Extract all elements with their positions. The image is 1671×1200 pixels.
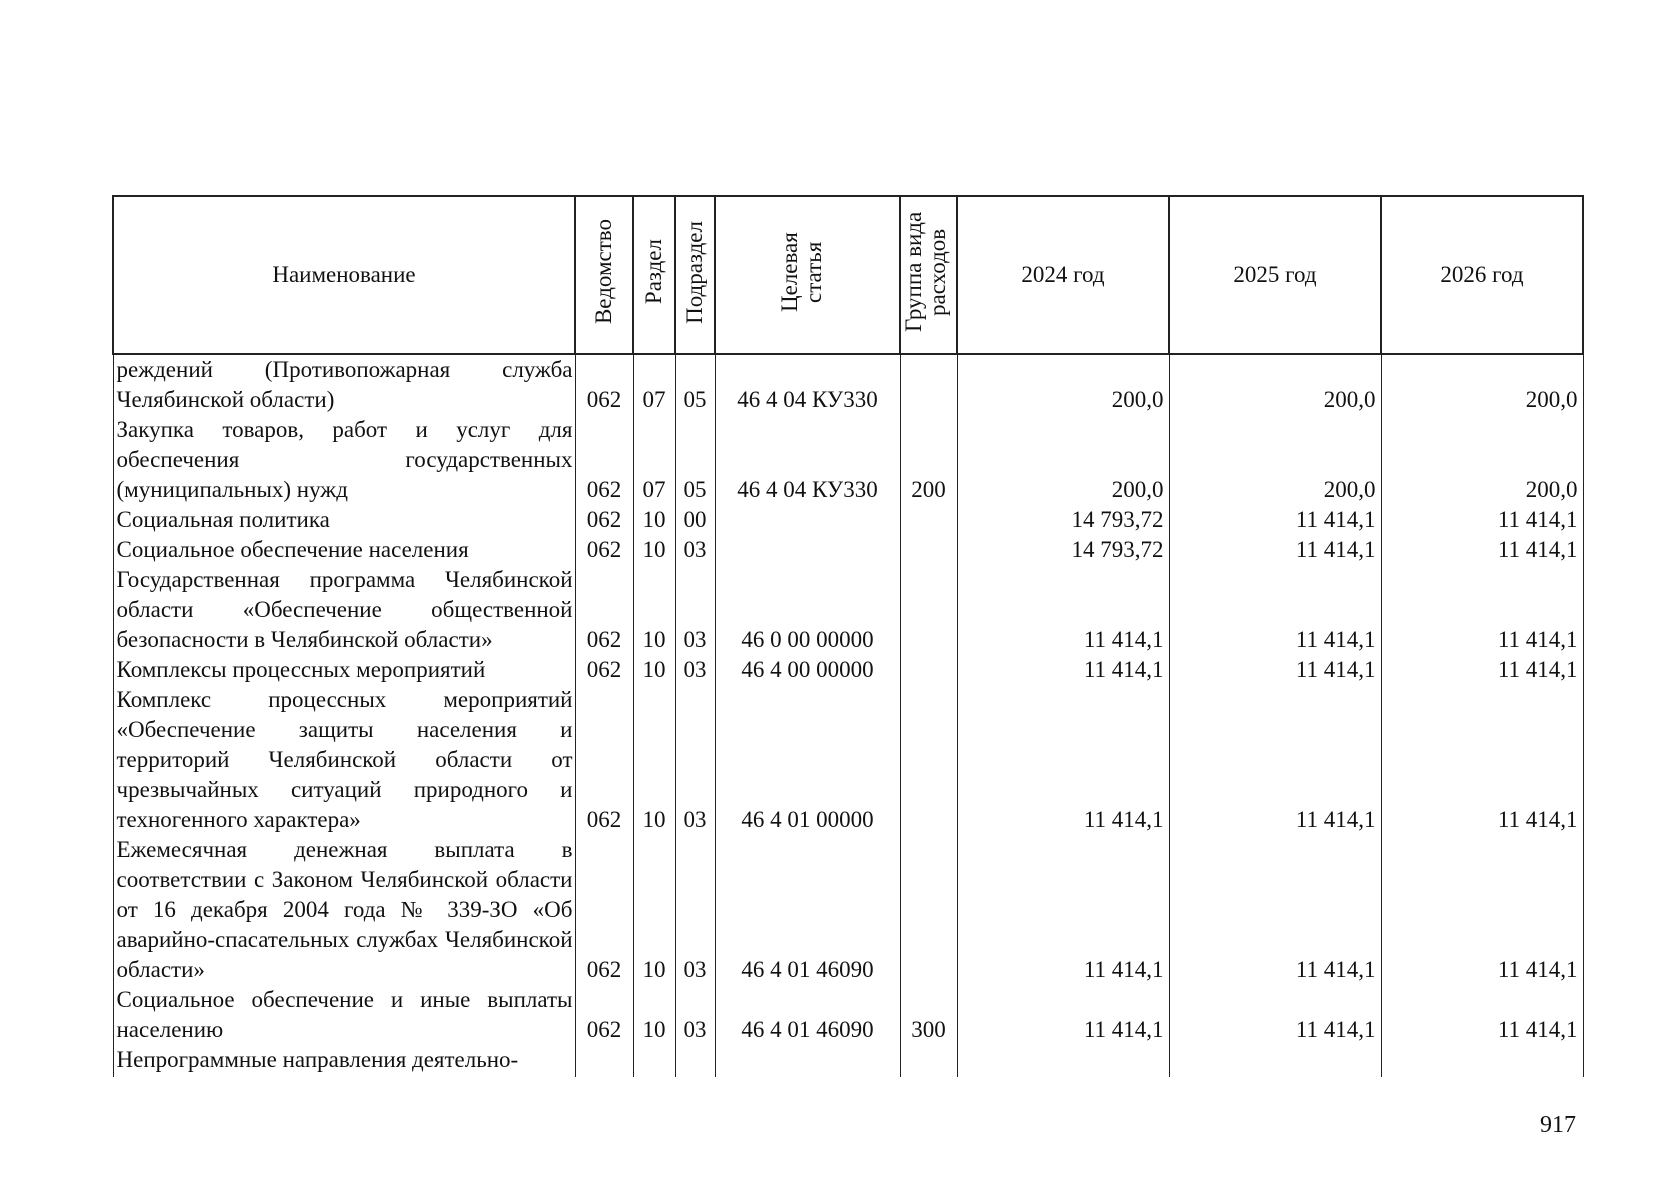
cell-2025 <box>1169 1045 1381 1077</box>
table-row <box>113 685 1583 835</box>
cell-2026: 200,0 <box>1381 415 1583 505</box>
cell-2026: 11 414,1 <box>1381 535 1583 565</box>
cell-razdel: 10 <box>633 985 675 1045</box>
cell-statya: 46 4 01 46090 <box>715 985 900 1045</box>
cell-gruppa <box>900 505 957 535</box>
cell-name: Социальная политика <box>113 505 575 535</box>
header-name <box>113 196 575 354</box>
cell-name: Государственная программа Челябинской области «Обеспечение общественной безопасности в Челябинской области» <box>113 565 575 655</box>
cell-2025: 11 414,1 <box>1169 685 1381 835</box>
cell-2025: 200,0 <box>1169 354 1381 415</box>
table-row <box>113 505 1583 535</box>
cell-podrazdel: 03 <box>675 655 715 685</box>
cell-vedomstvo: 062 <box>575 985 633 1045</box>
cell-name: Непрограммные направления деятельно- <box>113 1045 575 1077</box>
header-vedomstvo-text: Ведомство <box>590 219 616 325</box>
table-row <box>113 415 1583 505</box>
cell-name: Социальное обеспечение и иные выплаты населению <box>113 985 575 1045</box>
cell-razdel: 07 <box>633 415 675 505</box>
table-row <box>113 655 1583 685</box>
header-2025 <box>1169 196 1381 354</box>
header-2024-text: 2024 год <box>1021 262 1105 287</box>
cell-2024: 11 414,1 <box>957 835 1169 985</box>
header-statya <box>715 196 900 354</box>
header-razdel <box>633 196 675 354</box>
cell-podrazdel: 03 <box>675 535 715 565</box>
cell-2026: 11 414,1 <box>1381 505 1583 535</box>
cell-2026: 11 414,1 <box>1381 565 1583 655</box>
cell-2026: 11 414,1 <box>1381 685 1583 835</box>
cell-razdel <box>633 1045 675 1077</box>
cell-podrazdel: 05 <box>675 354 715 415</box>
cell-gruppa <box>900 655 957 685</box>
cell-gruppa <box>900 354 957 415</box>
table-row <box>113 835 1583 985</box>
cell-name: Социальное обеспечение населения <box>113 535 575 565</box>
cell-vedomstvo: 062 <box>575 415 633 505</box>
header-2026-text: 2026 год <box>1440 262 1524 287</box>
cell-razdel: 10 <box>633 565 675 655</box>
cell-2024: 14 793,72 <box>957 505 1169 535</box>
cell-vedomstvo: 062 <box>575 535 633 565</box>
cell-2026 <box>1381 1045 1583 1077</box>
cell-statya <box>715 505 900 535</box>
cell-2025: 11 414,1 <box>1169 505 1381 535</box>
header-statya-text: Целевая статья <box>776 232 826 312</box>
cell-gruppa <box>900 1045 957 1077</box>
cell-razdel: 10 <box>633 685 675 835</box>
cell-podrazdel: 03 <box>675 565 715 655</box>
cell-name: реждений (Противопожарная служба Челябинской области) <box>113 354 575 415</box>
cell-2024: 11 414,1 <box>957 985 1169 1045</box>
cell-2024: 200,0 <box>957 354 1169 415</box>
header-gruppa-text: Группа вида расходов <box>900 211 950 333</box>
cell-statya <box>715 1045 900 1077</box>
page-number: 917 <box>1540 1112 1576 1138</box>
table-row <box>113 1045 1583 1077</box>
cell-gruppa: 300 <box>900 985 957 1045</box>
header-2026 <box>1381 196 1583 354</box>
header-name-text: Наименование <box>272 262 416 287</box>
cell-razdel: 10 <box>633 835 675 985</box>
cell-razdel: 10 <box>633 655 675 685</box>
header-vedomstvo <box>575 196 633 354</box>
header-2024 <box>957 196 1169 354</box>
cell-gruppa: 200 <box>900 415 957 505</box>
cell-statya: 46 0 00 00000 <box>715 565 900 655</box>
cell-razdel: 10 <box>633 535 675 565</box>
cell-2025: 11 414,1 <box>1169 835 1381 985</box>
cell-statya: 46 4 00 00000 <box>715 655 900 685</box>
cell-podrazdel: 03 <box>675 985 715 1045</box>
header-razdel-text: Раздел <box>640 239 666 305</box>
header-gruppa <box>900 196 957 354</box>
cell-statya: 46 4 04 КУ330 <box>715 415 900 505</box>
cell-name: Комплексы процессных мероприятий <box>113 655 575 685</box>
budget-table <box>112 195 1584 1077</box>
cell-gruppa <box>900 565 957 655</box>
header-podrazdel <box>675 196 715 354</box>
cell-2026: 11 414,1 <box>1381 835 1583 985</box>
cell-2025: 200,0 <box>1169 415 1381 505</box>
cell-podrazdel: 05 <box>675 415 715 505</box>
cell-podrazdel <box>675 1045 715 1077</box>
cell-statya: 46 4 01 46090 <box>715 835 900 985</box>
cell-gruppa <box>900 685 957 835</box>
header-podrazdel-text: Подраздел <box>681 220 707 324</box>
cell-podrazdel: 03 <box>675 685 715 835</box>
table-header <box>113 196 1583 354</box>
cell-razdel: 07 <box>633 354 675 415</box>
cell-2025: 11 414,1 <box>1169 565 1381 655</box>
cell-2024: 14 793,72 <box>957 535 1169 565</box>
table-row <box>113 985 1583 1045</box>
cell-2024: 11 414,1 <box>957 685 1169 835</box>
cell-vedomstvo: 062 <box>575 835 633 985</box>
cell-gruppa <box>900 835 957 985</box>
cell-vedomstvo <box>575 1045 633 1077</box>
cell-2024: 200,0 <box>957 415 1169 505</box>
budget-sheet <box>112 195 1582 1077</box>
cell-2025: 11 414,1 <box>1169 535 1381 565</box>
table-row <box>113 565 1583 655</box>
table-row <box>113 535 1583 565</box>
cell-2025: 11 414,1 <box>1169 985 1381 1045</box>
cell-2024 <box>957 1045 1169 1077</box>
cell-2024: 11 414,1 <box>957 655 1169 685</box>
cell-vedomstvo: 062 <box>575 565 633 655</box>
cell-2026: 11 414,1 <box>1381 655 1583 685</box>
cell-statya: 46 4 01 00000 <box>715 685 900 835</box>
cell-name: Закупка товаров, работ и услуг для обеспечения государственных (муниципальных) нужд <box>113 415 575 505</box>
cell-name: Ежемесячная денежная выплата в соответствии с Законом Челябинской области от 16 декабря 2004 года № 339-ЗО «Об аварийно-спасательных службах Челябинской области» <box>113 835 575 985</box>
cell-statya: 46 4 04 КУ330 <box>715 354 900 415</box>
cell-2024: 11 414,1 <box>957 565 1169 655</box>
cell-vedomstvo: 062 <box>575 685 633 835</box>
cell-razdel: 10 <box>633 505 675 535</box>
cell-statya <box>715 535 900 565</box>
cell-2026: 200,0 <box>1381 354 1583 415</box>
cell-name: Комплекс процессных мероприятий «Обеспечение защиты населения и территорий Челябинской области от чрезвычайных ситуаций природного и техногенного характера» <box>113 685 575 835</box>
cell-2025: 11 414,1 <box>1169 655 1381 685</box>
cell-vedomstvo: 062 <box>575 354 633 415</box>
cell-gruppa <box>900 535 957 565</box>
cell-vedomstvo: 062 <box>575 505 633 535</box>
table-row <box>113 354 1583 415</box>
header-2025-text: 2025 год <box>1233 262 1317 287</box>
cell-vedomstvo: 062 <box>575 655 633 685</box>
cell-2026: 11 414,1 <box>1381 985 1583 1045</box>
cell-podrazdel: 03 <box>675 835 715 985</box>
cell-podrazdel: 00 <box>675 505 715 535</box>
